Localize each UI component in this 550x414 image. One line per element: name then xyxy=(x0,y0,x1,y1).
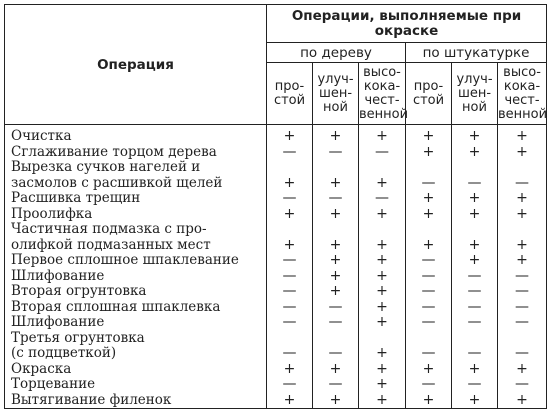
operation-column-header: Операция xyxy=(5,5,267,125)
operation-name: Первое сплошное шпаклевание xyxy=(5,253,267,269)
mark-cell: + xyxy=(452,253,498,269)
mark-cell: + xyxy=(498,393,547,409)
table-row xyxy=(5,300,547,316)
mark-cell: + xyxy=(313,222,359,253)
wood-improved-header: улуч- шен- ной xyxy=(313,63,359,125)
mark-cell: + xyxy=(359,160,406,191)
mark-cell: + xyxy=(406,145,452,161)
mark-cell: — xyxy=(452,269,498,285)
plaster-simple-header: про- стой xyxy=(406,63,452,125)
mark-cell: — xyxy=(452,315,498,331)
mark-cell: — xyxy=(267,315,313,331)
mark-cell: + xyxy=(267,222,313,253)
operation-name: Третья огрунтовка (с подцветкой) xyxy=(5,331,267,362)
table-row xyxy=(5,253,547,269)
mark-cell: — xyxy=(406,331,452,362)
mark-cell: — xyxy=(406,315,452,331)
mark-cell: — xyxy=(267,331,313,362)
mark-cell: — xyxy=(359,191,406,207)
mark-cell: + xyxy=(359,331,406,362)
painting-operations-table xyxy=(4,4,547,409)
operation-name: Вторая сплошная шпаклевка xyxy=(5,300,267,316)
mark-cell: + xyxy=(498,145,547,161)
mark-cell: + xyxy=(498,207,547,223)
mark-cell: + xyxy=(359,269,406,285)
mark-cell: + xyxy=(267,393,313,409)
mark-cell: + xyxy=(267,160,313,191)
mark-cell: — xyxy=(498,284,547,300)
mark-cell: + xyxy=(406,362,452,378)
mark-cell: — xyxy=(313,331,359,362)
mark-cell: + xyxy=(359,222,406,253)
mark-cell: + xyxy=(452,145,498,161)
mark-cell: + xyxy=(267,362,313,378)
operation-name: Шлифование xyxy=(5,269,267,285)
operation-name: Шлифование xyxy=(5,315,267,331)
mark-cell: — xyxy=(313,145,359,161)
wood-simple-header: про- стой xyxy=(267,63,313,125)
mark-cell: + xyxy=(313,253,359,269)
operation-name: Окраска xyxy=(5,362,267,378)
table-row xyxy=(5,222,547,253)
operation-name: Вытягивание филенок xyxy=(5,393,267,409)
mark-cell: — xyxy=(406,253,452,269)
plaster-high-quality-header: высо- кока- чест- венной xyxy=(498,63,547,125)
mark-cell: — xyxy=(313,300,359,316)
mark-cell: — xyxy=(406,284,452,300)
table-row xyxy=(5,269,547,285)
mark-cell: — xyxy=(267,284,313,300)
operation-name: Частичная подмазка с про- олифкой подмазанных мест xyxy=(5,222,267,253)
mark-cell: + xyxy=(452,125,498,145)
mark-cell: + xyxy=(498,125,547,145)
mark-cell: + xyxy=(359,393,406,409)
mark-cell: — xyxy=(498,269,547,285)
mark-cell: — xyxy=(359,145,406,161)
mark-cell: — xyxy=(498,300,547,316)
mark-cell: — xyxy=(452,377,498,393)
mark-cell: + xyxy=(267,207,313,223)
mark-cell: — xyxy=(498,160,547,191)
mark-cell: + xyxy=(406,393,452,409)
mark-cell: + xyxy=(359,125,406,145)
mark-cell: + xyxy=(498,222,547,253)
mark-cell: — xyxy=(498,331,547,362)
mark-cell: + xyxy=(313,284,359,300)
mark-cell: — xyxy=(452,331,498,362)
table-row xyxy=(5,331,547,362)
operation-name: Вторая огрунтовка xyxy=(5,284,267,300)
table-row xyxy=(5,284,547,300)
operation-name: Расшивка трещин xyxy=(5,191,267,207)
mark-cell: + xyxy=(313,269,359,285)
mark-cell: — xyxy=(267,377,313,393)
mark-cell: — xyxy=(406,300,452,316)
mark-cell: + xyxy=(452,362,498,378)
mark-cell: + xyxy=(359,362,406,378)
mark-cell: + xyxy=(359,207,406,223)
mark-cell: + xyxy=(359,284,406,300)
mark-cell: + xyxy=(267,125,313,145)
mark-cell: + xyxy=(359,315,406,331)
mark-cell: + xyxy=(359,377,406,393)
mark-cell: + xyxy=(313,362,359,378)
table-row xyxy=(5,160,547,191)
mark-cell: — xyxy=(406,377,452,393)
mark-cell: + xyxy=(452,191,498,207)
mark-cell: + xyxy=(313,160,359,191)
mark-cell: — xyxy=(267,253,313,269)
mark-cell: — xyxy=(313,315,359,331)
mark-cell: — xyxy=(406,160,452,191)
plaster-improved-header: улуч- шен- ной xyxy=(452,63,498,125)
mark-cell: — xyxy=(452,284,498,300)
mark-cell: — xyxy=(267,191,313,207)
mark-cell: + xyxy=(313,393,359,409)
mark-cell: — xyxy=(313,191,359,207)
mark-cell: + xyxy=(498,253,547,269)
table-row xyxy=(5,377,547,393)
plaster-header: по штукатурке xyxy=(406,43,547,63)
table-row xyxy=(5,207,547,223)
mark-cell: — xyxy=(313,377,359,393)
table-row xyxy=(5,191,547,207)
operation-name: Вырезка сучков нагелей и засмолов с расшивкой щелей xyxy=(5,160,267,191)
wood-header: по дереву xyxy=(267,43,406,63)
table-row xyxy=(5,393,547,409)
table-row xyxy=(5,125,547,145)
mark-cell: + xyxy=(359,253,406,269)
mark-cell: + xyxy=(313,125,359,145)
mark-cell: — xyxy=(452,160,498,191)
mark-cell: + xyxy=(406,125,452,145)
mark-cell: + xyxy=(498,362,547,378)
mark-cell: — xyxy=(498,315,547,331)
table-row xyxy=(5,315,547,331)
operation-name: Торцевание xyxy=(5,377,267,393)
mark-cell: — xyxy=(267,269,313,285)
mark-cell: + xyxy=(359,300,406,316)
mark-cell: + xyxy=(452,207,498,223)
mark-cell: — xyxy=(452,300,498,316)
operation-name: Проолифка xyxy=(5,207,267,223)
table-row xyxy=(5,145,547,161)
table-row xyxy=(5,362,547,378)
mark-cell: + xyxy=(313,207,359,223)
mark-cell: — xyxy=(498,377,547,393)
mark-cell: + xyxy=(452,393,498,409)
mark-cell: + xyxy=(406,191,452,207)
mark-cell: — xyxy=(267,145,313,161)
mark-cell: + xyxy=(406,207,452,223)
mark-cell: — xyxy=(267,300,313,316)
operation-name: Сглаживание торцом дерева xyxy=(5,145,267,161)
operations-group-header: Операции, выполняемые при окраске xyxy=(267,5,547,43)
operation-name: Очистка xyxy=(5,125,267,145)
mark-cell: — xyxy=(406,269,452,285)
mark-cell: + xyxy=(498,191,547,207)
mark-cell: + xyxy=(452,222,498,253)
wood-high-quality-header: высо- кока- чест- венной xyxy=(359,63,406,125)
mark-cell: + xyxy=(406,222,452,253)
